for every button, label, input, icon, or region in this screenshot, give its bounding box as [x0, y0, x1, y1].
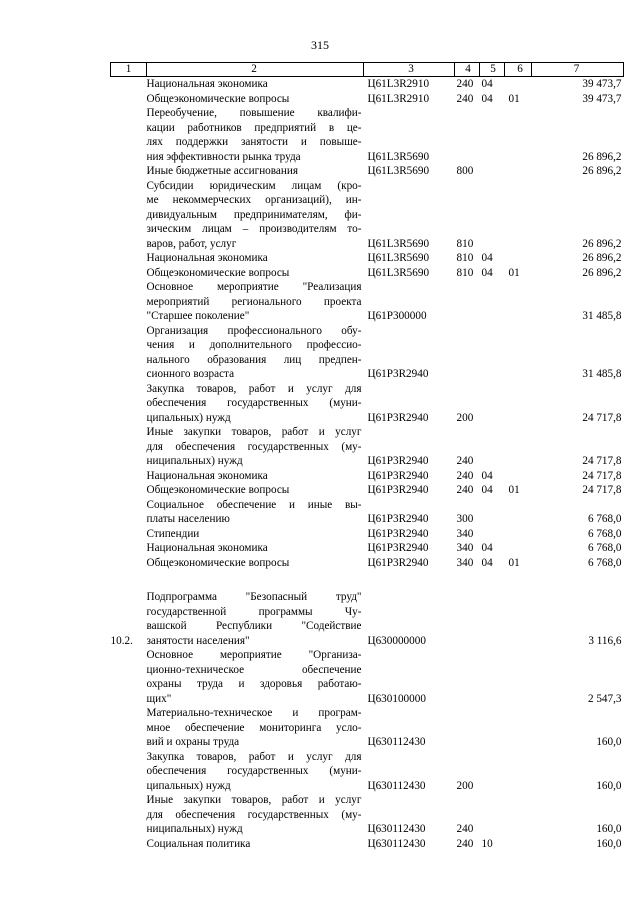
- row-expense-type: 240: [456, 484, 474, 496]
- description-line: Общеэкономические вопросы: [146, 266, 290, 279]
- row-amount: 160,0: [596, 736, 622, 748]
- description-line: Материально-техническое и програм-: [146, 707, 362, 719]
- row-subsection: [505, 590, 532, 648]
- row-section: [480, 793, 505, 837]
- row-section: [480, 280, 505, 324]
- row-description: [147, 77, 364, 92]
- row-description: [147, 280, 364, 324]
- row-subsection: 01: [508, 484, 520, 496]
- description-line: ципальных) нужд: [146, 411, 231, 424]
- header-col-1: 1: [111, 63, 147, 77]
- table-row: [111, 556, 624, 571]
- description-line: Общеэкономические вопросы: [146, 92, 290, 105]
- header-col-4: 4: [455, 63, 480, 77]
- row-section: [480, 527, 505, 542]
- row-code: Ц61P3R2940: [367, 527, 429, 540]
- row-section: 04: [481, 542, 493, 554]
- row-amount: 26 896,2: [582, 252, 622, 264]
- row-description: [147, 266, 364, 281]
- row-code: Ц61L3R5690: [367, 150, 430, 163]
- row-amount: 160,0: [596, 823, 622, 835]
- description-line: для обеспечения государственных (му-: [146, 808, 362, 821]
- row-subsection: [505, 77, 532, 92]
- description-line: Подпрограмма "Безопасный труд": [146, 591, 362, 603]
- header-col-2: 2: [147, 63, 364, 77]
- row-expense-type: 200: [456, 779, 474, 792]
- row-expense-type: [455, 648, 480, 706]
- description-line: вашской Республики "Содействие: [146, 620, 362, 632]
- row-code: Ц630112430: [367, 823, 426, 835]
- description-line: Основное мероприятие "Реализация: [146, 281, 362, 293]
- row-subsection: [505, 541, 532, 556]
- row-expense-type: [455, 106, 480, 164]
- description-line: зическим лицам – производителям то-: [146, 223, 362, 235]
- row-code: Ц630112430: [367, 837, 426, 850]
- row-description: [147, 648, 364, 706]
- row-expense-type: 810: [456, 237, 474, 250]
- row-description: [147, 527, 364, 542]
- description-line: платы населению: [146, 513, 230, 525]
- row-amount: 24 717,8: [582, 484, 622, 496]
- row-number: [111, 251, 147, 266]
- row-number: [111, 425, 147, 469]
- row-amount: 24 717,8: [582, 411, 622, 424]
- header-col-3: 3: [364, 63, 455, 77]
- row-subsection: [505, 498, 532, 527]
- row-section: 10: [481, 837, 493, 850]
- description-line: ме некоммерческих организаций), ин-: [146, 194, 362, 206]
- description-line: ципальных) нужд: [146, 779, 231, 792]
- description-line: Иные закупки товаров, работ и услуг: [146, 794, 362, 806]
- row-subsection: [505, 324, 532, 382]
- row-description: [147, 324, 364, 382]
- table-row: [111, 706, 624, 750]
- row-code: Ц61P3R2940: [367, 513, 429, 525]
- table-row: [111, 425, 624, 469]
- table-row: [111, 382, 624, 426]
- description-line: Иные бюджетные ассигнования: [146, 165, 298, 177]
- row-number: [111, 280, 147, 324]
- table-row: [111, 106, 624, 164]
- row-code: Ц61L3R5690: [367, 266, 430, 279]
- description-line: государственной программы Чу-: [146, 605, 362, 618]
- row-amount: 26 896,2: [582, 237, 622, 250]
- row-amount: 39 473,7: [582, 92, 622, 105]
- row-description: [147, 425, 364, 469]
- row-description: [147, 179, 364, 252]
- row-code: Ц61P3R2940: [367, 411, 429, 424]
- row-expense-type: 810: [456, 252, 474, 264]
- row-expense-type: 340: [456, 527, 474, 540]
- table-row: [111, 179, 624, 252]
- row-description: [147, 793, 364, 837]
- row-description: [147, 382, 364, 426]
- row-expense-type: 240: [456, 469, 474, 482]
- row-description: [147, 590, 364, 648]
- description-line: Социальное обеспечение и иные вы-: [146, 498, 362, 511]
- row-section: [480, 648, 505, 706]
- description-line: обеспечения государственных (муни-: [146, 765, 362, 777]
- row-code: Ц61L3R2910: [367, 78, 430, 90]
- table-row: [111, 280, 624, 324]
- row-expense-type: 300: [456, 513, 474, 525]
- row-section: [480, 324, 505, 382]
- row-number: [111, 164, 147, 179]
- row-subsection: [505, 280, 532, 324]
- description-line: сионного возраста: [146, 368, 235, 380]
- row-amount: 24 717,8: [582, 455, 622, 467]
- table-row: [111, 498, 624, 527]
- row-section: 04: [481, 92, 493, 105]
- row-subsection: 01: [508, 556, 520, 569]
- row-number: [111, 77, 147, 92]
- row-subsection: [505, 106, 532, 164]
- description-line: Стипендии: [146, 527, 200, 540]
- description-line: вий и охраны труда: [146, 736, 240, 748]
- description-line: для обеспечения государственных (му-: [146, 440, 362, 453]
- row-expense-type: 240: [456, 455, 474, 467]
- row-code: Ц61L3R5690: [367, 165, 430, 177]
- row-description: [147, 483, 364, 498]
- description-line: Закупка товаров, работ и услуг для: [146, 382, 362, 395]
- row-code: Ц61P3R2940: [367, 455, 429, 467]
- description-line: занятости населения": [146, 634, 250, 647]
- spacer-row: [111, 570, 624, 590]
- row-code: Ц61L3R5690: [367, 252, 430, 264]
- row-description: [147, 706, 364, 750]
- row-subsection: [505, 750, 532, 794]
- table-row: [111, 164, 624, 179]
- row-expense-type: [455, 590, 480, 648]
- row-amount: 6 768,0: [587, 556, 622, 569]
- header-col-6: 6: [505, 63, 532, 77]
- row-amount: 6 768,0: [587, 513, 622, 525]
- description-line: Основное мероприятие "Организа-: [146, 649, 362, 661]
- table-row: [111, 251, 624, 266]
- row-code: Ц61P3R2940: [367, 469, 429, 482]
- row-subsection: [505, 793, 532, 837]
- row-expense-type: 340: [456, 556, 474, 569]
- description-line: Организация профессионального обу-: [146, 324, 362, 337]
- row-subsection: 01: [508, 92, 520, 105]
- row-amount: 31 485,8: [582, 368, 622, 380]
- table-row: [111, 750, 624, 794]
- description-line: Иные закупки товаров, работ и услуг: [146, 426, 362, 438]
- description-line: дивидуальным предпринимателям, фи-: [146, 208, 362, 221]
- description-line: мное обеспечение мониторинга усло-: [146, 721, 362, 734]
- row-section: 04: [481, 78, 493, 90]
- row-description: [147, 498, 364, 527]
- description-line: Субсидии юридическим лицам (кро-: [146, 179, 362, 192]
- row-code: Ц61P3R2940: [367, 484, 429, 496]
- table-row: [111, 590, 624, 648]
- description-line: Закупка товаров, работ и услуг для: [146, 750, 362, 763]
- row-subsection: [505, 469, 532, 484]
- description-line: варов, работ, услуг: [146, 237, 237, 250]
- table-row: [111, 527, 624, 542]
- row-section: [480, 706, 505, 750]
- row-number: [111, 498, 147, 527]
- row-description: [147, 750, 364, 794]
- row-expense-type: 240: [456, 92, 474, 105]
- row-number: [111, 648, 147, 706]
- row-description: [147, 556, 364, 571]
- table-row: [111, 266, 624, 281]
- row-description: [147, 541, 364, 556]
- row-subsection: [505, 425, 532, 469]
- description-line: мероприятий регионального проекта: [146, 295, 362, 308]
- row-expense-type: [455, 706, 480, 750]
- table-row: [111, 648, 624, 706]
- row-section: 04: [481, 266, 493, 279]
- description-line: Национальная экономика: [146, 252, 268, 264]
- row-number: [111, 750, 147, 794]
- row-expense-type: 240: [456, 78, 474, 90]
- row-amount: 39 473,7: [582, 78, 622, 90]
- row-code: Ц61P3R2940: [367, 556, 429, 569]
- row-description: [147, 106, 364, 164]
- description-line: охраны труда и здоровья работаю-: [146, 678, 362, 690]
- row-number: [111, 324, 147, 382]
- row-code: Ц61L3R2910: [367, 92, 430, 105]
- table-row: [111, 837, 624, 852]
- row-subsection: [505, 837, 532, 852]
- row-amount: 6 768,0: [587, 527, 622, 540]
- table-row: [111, 92, 624, 107]
- row-section: 04: [481, 469, 493, 482]
- table-body: [111, 77, 624, 852]
- description-line: ниципальных) нужд: [146, 823, 243, 835]
- description-line: Общеэкономические вопросы: [146, 484, 290, 496]
- row-amount: 6 768,0: [587, 542, 622, 554]
- row-expense-type: [455, 324, 480, 382]
- row-section: [480, 750, 505, 794]
- row-section: 04: [481, 484, 493, 496]
- table-row: [111, 541, 624, 556]
- row-subsection: [505, 382, 532, 426]
- description-line: нального образования лиц предпен-: [146, 353, 362, 366]
- row-number: [111, 837, 147, 852]
- description-line: Социальная политика: [146, 837, 251, 850]
- row-section: [480, 590, 505, 648]
- row-section: 04: [481, 556, 493, 569]
- row-number: [111, 266, 147, 281]
- description-line: обеспечения государственных (муни-: [146, 397, 362, 409]
- row-number: [111, 527, 147, 542]
- row-subsection: [505, 527, 532, 542]
- row-subsection: [505, 179, 532, 252]
- description-line: Национальная экономика: [146, 469, 268, 482]
- row-code: Ц630100000: [367, 692, 426, 705]
- header-col-5: 5: [480, 63, 505, 77]
- row-code: Ц630112430: [367, 779, 426, 792]
- description-line: Национальная экономика: [146, 542, 268, 554]
- row-expense-type: 810: [456, 266, 474, 279]
- row-code: Ц61P3R2940: [367, 368, 429, 380]
- row-code: Ц61P300000: [367, 310, 427, 322]
- row-number: [111, 483, 147, 498]
- row-section: [480, 498, 505, 527]
- description-line: ния эффективности рынка труда: [146, 150, 301, 163]
- description-line: "Старшее поколение": [146, 310, 250, 322]
- row-code: Ц61P3R2940: [367, 542, 429, 554]
- row-expense-type: 340: [456, 542, 474, 554]
- budget-table: [110, 62, 624, 851]
- header-col-7: 7: [532, 63, 624, 77]
- row-expense-type: [455, 280, 480, 324]
- row-number: [111, 92, 147, 107]
- row-subsection: [505, 706, 532, 750]
- row-description: [147, 92, 364, 107]
- description-line: кации работников предприятий в це-: [146, 121, 362, 134]
- row-subsection: [505, 648, 532, 706]
- row-amount: 24 717,8: [582, 469, 622, 482]
- row-section: 04: [481, 252, 493, 264]
- table-row: [111, 77, 624, 92]
- description-line: лях поддержки занятости и повыше-: [146, 136, 362, 148]
- row-section: [480, 425, 505, 469]
- row-section: [480, 164, 505, 179]
- description-line: Переобучение, повышение квалифи-: [146, 107, 362, 119]
- description-line: Общеэкономические вопросы: [146, 556, 290, 569]
- row-amount: 31 485,8: [582, 310, 622, 322]
- row-number: [111, 541, 147, 556]
- row-amount: 26 896,2: [582, 150, 622, 163]
- table-row: [111, 793, 624, 837]
- row-expense-type: 200: [456, 411, 474, 424]
- table-row: [111, 483, 624, 498]
- row-section: [480, 382, 505, 426]
- row-number: [111, 706, 147, 750]
- row-number: [111, 382, 147, 426]
- row-number: [111, 469, 147, 484]
- row-expense-type: 800: [456, 165, 474, 177]
- row-description: [147, 251, 364, 266]
- row-amount: 26 896,2: [582, 266, 622, 279]
- row-subsection: [505, 251, 532, 266]
- row-amount: 160,0: [596, 779, 622, 792]
- row-description: [147, 469, 364, 484]
- row-section: [480, 106, 505, 164]
- description-line: ниципальных) нужд: [146, 455, 243, 467]
- row-amount: 2 547,3: [587, 692, 622, 705]
- row-subsection: 01: [508, 266, 520, 279]
- row-code: Ц630112430: [367, 736, 426, 748]
- row-code: Ц630000000: [367, 634, 426, 647]
- row-number: [111, 793, 147, 837]
- row-code: Ц61L3R5690: [367, 237, 430, 250]
- row-expense-type: 240: [456, 823, 474, 835]
- description-line: щих": [146, 692, 172, 705]
- row-amount: 26 896,2: [582, 165, 622, 177]
- table-header: [111, 63, 624, 77]
- row-number: [111, 179, 147, 252]
- row-number: 10.2.: [110, 634, 133, 647]
- row-subsection: [505, 164, 532, 179]
- table-row: [111, 469, 624, 484]
- description-line: чения и дополнительного профессио-: [146, 339, 362, 351]
- description-line: Национальная экономика: [146, 78, 268, 90]
- row-description: [147, 164, 364, 179]
- table-row: [111, 324, 624, 382]
- row-expense-type: 240: [456, 837, 474, 850]
- row-number: [111, 106, 147, 164]
- row-amount: 3 116,6: [588, 634, 622, 647]
- page-number: 315: [311, 38, 329, 52]
- description-line: ционно-техническое обеспечение: [146, 663, 362, 676]
- row-section: [480, 179, 505, 252]
- row-description: [147, 837, 364, 852]
- row-number: [111, 556, 147, 571]
- row-amount: 160,0: [596, 837, 622, 850]
